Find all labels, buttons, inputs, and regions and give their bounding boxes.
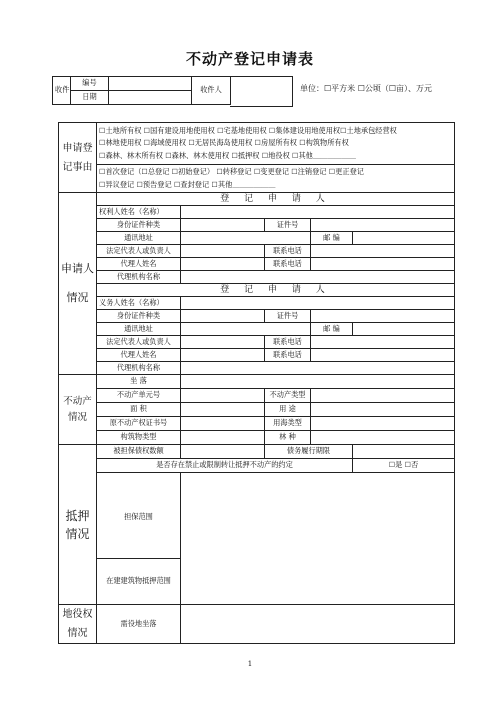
obligor-legal-rep-label: 法定代表人或负责人 (97, 336, 181, 349)
obligor-id-number-field[interactable] (311, 310, 455, 323)
address-field[interactable] (181, 232, 311, 245)
debt-amount-field[interactable] (181, 445, 265, 459)
obligor-agent-phone-label: 联系电话 (265, 349, 311, 362)
property-type-field[interactable] (311, 389, 455, 403)
forest-type-label: 林 种 (265, 431, 311, 445)
obligor-postcode-field[interactable] (353, 323, 455, 336)
section-label-easement: 地役权情况 (59, 605, 97, 644)
obligor-address-label: 通讯地址 (97, 323, 181, 336)
guarantee-scope-label: 担保范围 (97, 477, 181, 559)
unit-line: 单位：☐平方米 ☐公顷（☐亩）、万元 (300, 84, 433, 93)
rights-line: ☐林地使用权 ☐海域使用权 ☐无居民海岛使用权 ☐房屋所有权 ☐构筑物所有权 (99, 138, 349, 148)
sea-type-field[interactable] (311, 417, 455, 431)
id-number-label: 证件号 (265, 219, 311, 232)
type-line: ☐异议登记 ☐预告登记 ☐查封登记 ☐其他＿＿＿＿＿＿ (99, 179, 276, 189)
obligor-phone-label: 联系电话 (265, 336, 311, 349)
form-title: 不动产登记申请表 (185, 50, 314, 68)
obligor-agency-label: 代理机构名称 (97, 362, 181, 375)
location-label: 坐 落 (97, 375, 181, 389)
receiver-label: 收件人 (192, 77, 231, 105)
unit-number-field[interactable] (181, 389, 265, 403)
obligor-address-field[interactable] (181, 323, 311, 336)
guarantee-scope-field[interactable] (181, 473, 455, 605)
receipt-number-label: 编号 (71, 77, 109, 91)
section-label-items: 申请登记事由 (59, 123, 97, 193)
obligor-id-type-label: 身份证件种类 (97, 310, 181, 323)
section-label-property: 不动产情况 (59, 375, 97, 445)
legal-rep-label: 法定代表人或负责人 (97, 245, 181, 258)
obligor-agent-label: 代理人姓名 (97, 349, 181, 362)
right-holder-header: 登 记 申 请 人 (97, 193, 455, 206)
receipt-date-field[interactable] (109, 91, 192, 105)
agent-phone-field[interactable] (311, 258, 455, 271)
receipt-date-label: 日期 (71, 91, 109, 105)
rights-line: ☐土地所有权 ☐国有建设用地使用权 ☐宅基地使用权 ☐集体建设用地使用权☐土地承包经营权 (99, 125, 397, 135)
id-number-field[interactable] (311, 219, 455, 232)
old-certificate-label: 原不动产权证书号 (97, 417, 181, 431)
application-table (58, 122, 455, 644)
agency-field[interactable] (181, 271, 455, 284)
sea-type-label: 用海类型 (265, 417, 311, 431)
dominant-land-label: 需役地坐落 (97, 605, 181, 644)
legal-rep-field[interactable] (181, 245, 265, 258)
location-field[interactable] (181, 375, 455, 389)
construction-scope-label: 在建建筑物抵押范围 (97, 559, 181, 605)
obligor-id-number-label: 证件号 (265, 310, 311, 323)
usage-field[interactable] (311, 403, 455, 417)
rights-line: ☐森林、林木所有权 ☐森林、林木使用权 ☐抵押权 ☐地役权 ☐其他＿＿＿＿＿＿ (99, 150, 356, 160)
area-label: 面 积 (97, 403, 181, 417)
agent-label: 代理人姓名 (97, 258, 181, 271)
obligor-agency-field[interactable] (181, 362, 455, 375)
right-holder-name-label: 权利人姓名（名称） (97, 206, 181, 219)
obligor-name-field[interactable] (181, 297, 455, 310)
restriction-yes-no[interactable]: ☐是 ☐否 (353, 459, 455, 473)
address-label: 通讯地址 (97, 232, 181, 245)
id-type-label: 身份证件种类 (97, 219, 181, 232)
debt-period-field[interactable] (353, 445, 455, 459)
dominant-land-field[interactable] (181, 605, 455, 644)
agent-field[interactable] (181, 258, 265, 271)
page-number: 1 (247, 660, 253, 668)
usage-label: 用 途 (265, 403, 311, 417)
section-label-applicant: 申请人情况 (59, 193, 97, 375)
area-field[interactable] (181, 403, 265, 417)
structure-type-field[interactable] (181, 431, 265, 445)
obligor-id-type-field[interactable] (181, 310, 265, 323)
debt-period-label: 债务履行期限 (265, 445, 353, 459)
id-type-field[interactable] (181, 219, 265, 232)
property-type-label: 不动产类型 (265, 389, 311, 403)
debt-amount-label: 被担保债权数额 (97, 445, 181, 459)
obligor-name-label: 义务人姓名（名称） (97, 297, 181, 310)
obligor-header: 登 记 申 请 人 (97, 284, 455, 297)
right-holder-name-field[interactable] (181, 206, 455, 219)
receipt-table (52, 76, 231, 105)
receiver-field[interactable] (230, 76, 293, 107)
rights-options[interactable] (97, 123, 455, 165)
obligor-postcode-label: 邮 编 (311, 323, 353, 336)
section-label-mortgage: 抵押情况 (59, 445, 97, 605)
postcode-field[interactable] (353, 232, 455, 245)
type-line: ☐首次登记（☐总登记 ☐初始登记） ☐转移登记 ☐变更登记 ☐注销登记 ☐更正登记 (99, 167, 364, 176)
agent-phone-label: 联系电话 (265, 258, 311, 271)
unit-number-label: 不动产单元号 (97, 389, 181, 403)
obligor-phone-field[interactable] (311, 336, 455, 349)
phone-label: 联系电话 (265, 245, 311, 258)
structure-type-label: 构筑物类型 (97, 431, 181, 445)
receipt-side-label: 收件 (53, 77, 71, 105)
forest-type-field[interactable] (311, 431, 455, 445)
agency-label: 代理机构名称 (97, 271, 181, 284)
registration-type-options[interactable] (97, 165, 455, 193)
restriction-agreement-label: 是否存在禁止或限制转让抵押不动产的约定 (97, 459, 353, 473)
phone-field[interactable] (311, 245, 455, 258)
obligor-agent-phone-field[interactable] (311, 349, 455, 362)
obligor-agent-field[interactable] (181, 349, 265, 362)
postcode-label: 邮 编 (311, 232, 353, 245)
obligor-legal-rep-field[interactable] (181, 336, 265, 349)
receipt-number-field[interactable] (109, 77, 192, 91)
old-certificate-field[interactable] (181, 417, 265, 431)
